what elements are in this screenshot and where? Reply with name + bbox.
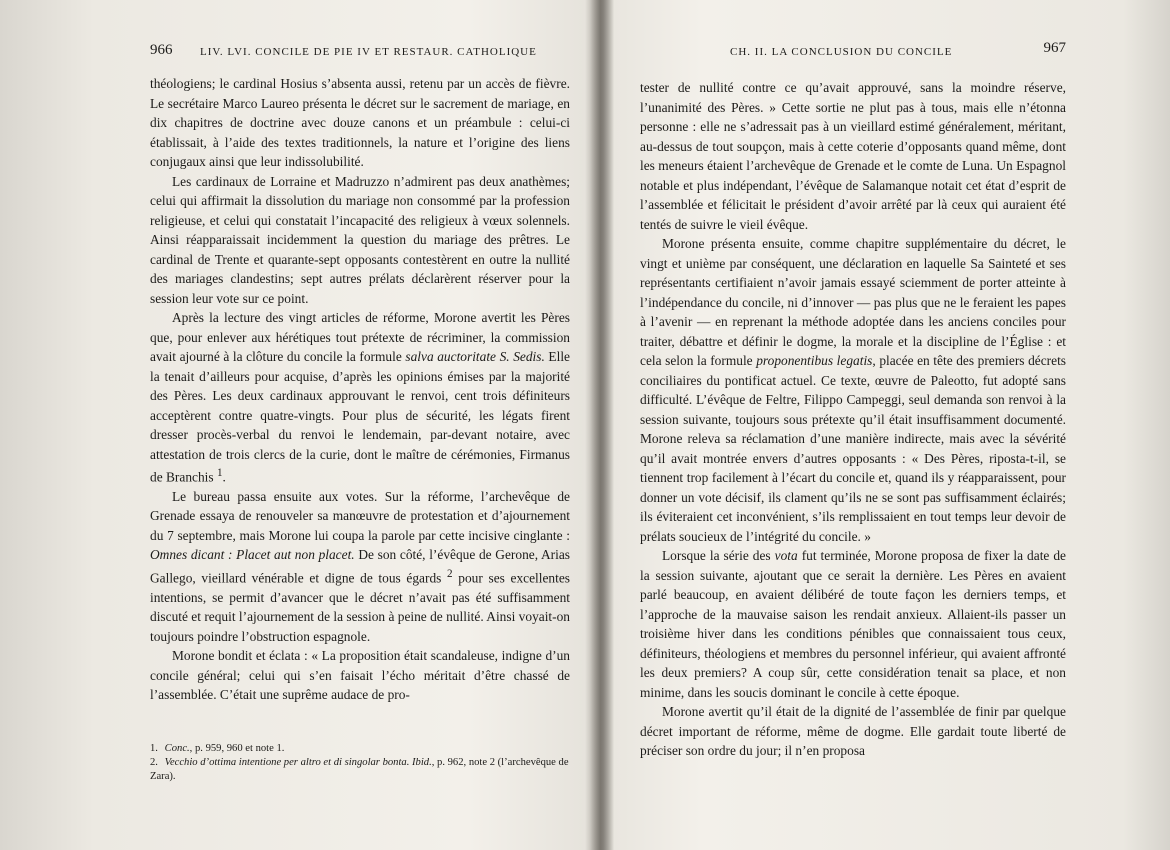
left-paragraph-2: Les cardinaux de Lorraine et Madruzzo n’admirent pas deux anathèmes; celui qui affirmait la dissolution du mariage non consommé par la profession religieuse, et celui qui constatait l’incapacité des religieux à vœux solennels. Ainsi réapparaissait incidemment la question du mariage des prêtres. Le cardinal de Trente et quarante-sept opposants contestèrent en outre la nullité des mariages clandestins; sept autres prélats déclarèrent réserver pour la session leur vote sur ce point. <box>150 173 570 306</box>
footnote-2 <box>150 756 570 784</box>
right-paragraph-3 <box>640 546 1066 702</box>
left-paragraph-4-italic: Omnes dicant : Placet aut non placet. <box>150 547 355 563</box>
left-paragraph-4 <box>150 487 570 646</box>
footnote-1 <box>150 742 570 756</box>
right-paragraph-2 <box>640 234 1066 546</box>
right-paragraph-2-text: Morone présenta ensuite, comme chapitre supplémentaire du décret, le vingt et unième par conséquent, une déclaration en laquelle Sa Sainteté et ses représentants certifiaient n’avoir jamais essayé sciemment de porter atteinte à l’indépendance du concile, ni d’innover — pas plus que ne le feraient les papes à l’avenir — en reprenant la méthode adoptée dans les anciens conciles pour traiter, débattre et définir le dogme, la morale et la discipline de l’Église : et cela selon la formule <box>640 236 1066 368</box>
book-gutter <box>590 0 614 850</box>
right-running-head <box>640 40 1076 68</box>
footnote-2-number: 2. <box>150 757 158 768</box>
left-paragraph-1: théologiens; le cardinal Hosius s’absenta aussi, retenu par un accès de fièvre. Le secrétaire Marco Laureo présenta le décret sur le sacrement de mariage, en dix chapitres de doctrine avec douze canons et un préambule : celui-ci établissait, à l’aide des textes traditionnels, la nature et l’origine des liens conjugaux ainsi que leur indissolubilité. <box>150 76 570 169</box>
right-paragraph-3-italic: vota <box>774 548 798 563</box>
footnote-ref-2: 2 <box>447 567 453 580</box>
footnote-2-text: , p. 962, note 2 (l’archevêque de Zara). <box>150 757 569 782</box>
left-paragraph-3-rest: Elle la tenait d’ailleurs pour acquise, d’après les opinions émises par la majorité des Pères. Les deux cardinaux approuvant le renvoi, cent trois définiteurs acceptèrent contre quatre-vingts. Pour plus de sécurité, les légats firent dresser procès-verbal du renvoi le lendemain, par-devant notaire, avec attestation de trois clercs de la curie, dont le maître de cérémonies, Firmanus de Branchis <box>150 349 570 485</box>
right-paragraph-3-rest: fut terminée, Morone proposa de fixer la date de la session suivante, ajoutant que ce serait la dernière. Les Pères en avaient parlé beaucoup, en avaient délibéré de toute façon les derniers temps, et l’approche de la mauvaise saison les rendait anxieux. Allaient-ils passer un troisième hiver dans les conditions pénibles que connaissaient tous ceux, définiteurs, théologiens et membres du personnel inférieur, qui avaient affronté les deux premiers? A coup sûr, cette considération tenait sa place, et non minime, dans les soucis dominant le concile à cette époque. <box>640 548 1066 700</box>
right-paragraph-4: Morone avertit qu’il était de la dignité de l’assemblée de finir par quelque décret important de réforme, même de dogme. Elle gardait toute liberté de préciser son ordre du jour; il n’en proposa <box>640 704 1066 758</box>
right-running-title: CH. II. LA CONCLUSION DU CONCILE <box>730 46 953 58</box>
left-paragraph-3-italic: salva auctoritate S. Sedis. <box>405 349 545 364</box>
left-running-head <box>130 44 570 68</box>
right-paragraph-2-rest: , placée en tête des premiers décrets conciliaires du pontificat actuel. Ce texte, œuvre de Paleotto, fut adopté sans difficulté. L’évêque de Feltre, Filippo Campeggi, seul demanda son renvoi à la session suivante, toujours sous prétexte qu’il était insuffisamment documenté. Morone releva sa réclamation d’une manière indirecte, mais avec la sévérité qu’il avait montrée envers d’autres opposants : « Des Pères, riposta-t-il, se tiennent trop facilement à l’écart du concile et, quand ils y réapparaissent, pour donner un vote décisif, ils clament qu’ils ne se sont pas suffisamment éclairés; ils éviteraient cet inconvénient, s’ils remplissaient en tout temps leur devoir de prélats soucieux de l’intégrité du concile. » <box>640 353 1066 544</box>
left-body-text <box>150 74 570 705</box>
footnote-1-number: 1. <box>150 743 158 754</box>
left-paragraph-4-rest: De son côté, l’évêque de Gerone, Arias Gallego, vieillard vénérable et digne de tous égards <box>150 547 570 586</box>
left-page <box>130 0 570 850</box>
left-paragraph-3-text: Après la lecture des vingt articles de réforme, Morone avertit les Pères que, pour enlever aux hérétiques tout prétexte de récriminer, la commission avait ajourné à la clôture du concile la formule <box>150 310 570 364</box>
left-paragraph-4-tail: pour ses excellentes intentions, se permit d’avancer que le décret n’avait pas été suffisamment discuté et requit l’ajournement de la session à peine de nullité. Ainsi voyait-on toujours poindre l’obstruction espagnole. <box>150 570 570 644</box>
left-paragraph-3: Après la lecture des vingt articles de réforme, Morone avertit les Pères que, pour enlever aux hérétiques tout prétexte de récriminer, la commission avait ajourné à la clôture du concile la formule salva auctoritate S. Sedis. Elle la tenait d’ailleurs pour acquise, d’après les opinions émises par la majorité des Pères. Les deux cardinaux approuvant le renvoi, cent trois définiteurs acceptèrent contre quatre-vingts. Pour plus de sécurité, les légats firent dresser procès-verbal du renvoi le lendemain, par-devant notaire, avec attestation de trois clercs de la curie, dont le maître de cérémonies, Firmanus de Branchis $^1$. <box>150 310 570 485</box>
footnote-2-italic: Vecchio d’ottima intentione per altro et di singolar bonta. Ibid. <box>164 757 432 768</box>
left-footnotes <box>150 742 570 784</box>
footnote-1-text: , p. 959, 960 et note 1. <box>189 743 285 754</box>
footnote-1-italic: Conc. <box>164 743 190 754</box>
right-page <box>640 0 1076 850</box>
right-body-text <box>640 78 1066 761</box>
right-paragraph-3-text: Lorsque la série des <box>662 548 771 563</box>
right-paragraph-2-italic: proponentibus legatis <box>756 353 873 368</box>
left-paragraph-5: Morone bondit et éclata : « La proposition était scandaleuse, indigne d’un concile général; celui qui s’en faisait l’écho méritait d’être chassé de l’assemblée. C’était une suprême audace de pro- <box>150 648 570 703</box>
left-running-title: LIV. LVI. CONCILE DE PIE IV ET RESTAUR. CATHOLIQUE <box>200 46 537 58</box>
left-paragraph-4-text: Le bureau passa ensuite aux votes. Sur la réforme, l’archevêque de Grenade essaya de renouveler sa manœuvre de protestation et d’ajournement du 7 septembre, mais Morone lui coupa la parole par cette incisive cinglante : <box>150 488 570 543</box>
right-paragraph-1: tester de nullité contre ce qu’avait approuvé, sans la moindre réserve, l’unanimité des Pères. » Cette sortie ne plut pas à tous, mais elle n’étonna personne : elle ne s’adressait pas à un vieillard estimé généralement, méritant, au-dessus de tout soupçon, mais à cette coterie d’opposants quand même, dont les meneurs étaient l’archevêque de Grenade et le comte de Luna. Un Espagnol notable et plus indépendant, l’évêque de Salamanque notait cet état d’esprit de l’assemblée et félicitait le président d’avoir arrêté par là ceux qui auraient été tentés de suivre le vieil évêque. <box>640 80 1066 232</box>
right-page-number: 967 <box>1043 40 1066 56</box>
left-page-number: 966 <box>150 42 173 58</box>
footnote-ref-1: 1 <box>216 467 223 479</box>
